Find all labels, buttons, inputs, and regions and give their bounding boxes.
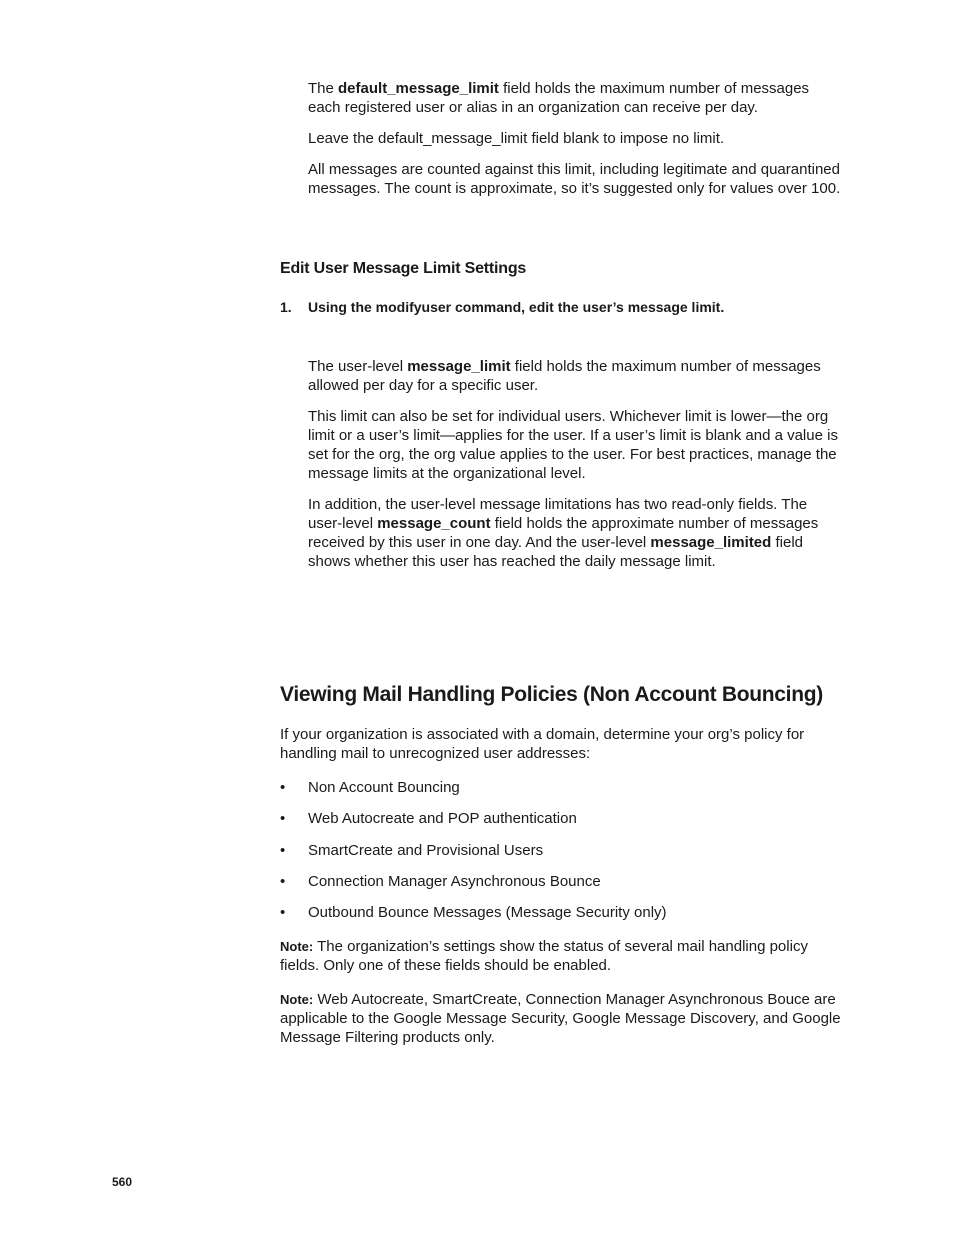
field-name-message-limited: message_limited <box>650 534 772 551</box>
text: field shows whether this user has reached the daily message limit. <box>308 534 804 570</box>
text: The <box>308 80 339 97</box>
field-name-message-limit: message_limit <box>407 358 511 375</box>
list-item <box>280 841 842 860</box>
paragraph-default-message-limit <box>308 79 843 117</box>
text: field holds the maximum number of messages each registered user or alias in an organization can receive per day. <box>308 80 810 116</box>
step-text: Using the modifyuser command, edit the user’s message limit. <box>308 299 725 315</box>
subheading-edit-user-message-limit: Edit User Message Limit Settings <box>280 260 527 277</box>
list-item-text: Web Autocreate and POP authentication <box>308 810 577 827</box>
bullet-icon: • <box>280 779 286 796</box>
note-products <box>280 990 842 1047</box>
note-label: Note: <box>280 992 314 1007</box>
step-number: 1. <box>280 299 292 315</box>
bullet-icon: • <box>280 810 286 827</box>
list-item <box>280 809 842 828</box>
bullet-icon: • <box>280 904 286 921</box>
text: In addition, the user-level message limitations has two read-only fields. The user-level <box>308 496 808 532</box>
list-item-text: Non Account Bouncing <box>308 779 460 796</box>
text: The user-level <box>308 358 408 375</box>
list-item <box>280 872 842 891</box>
field-name-default-message-limit: default_message_limit <box>338 80 499 97</box>
paragraph-counting: All messages are counted against this limit, including legitimate and quarantined messages. The count is approximate, so it’s suggested only for values over 100. <box>308 161 841 197</box>
text: field holds the maximum number of messages allowed per day for a specific user. <box>308 358 821 394</box>
note-text: The organization’s settings show the status of several mail handling policy fields. Only one of these fields should be enabled. <box>280 938 808 974</box>
note-mail-handling <box>280 937 842 975</box>
page-number: 560 <box>112 1175 133 1189</box>
step-1 <box>280 298 842 317</box>
section-heading: Viewing Mail Handling Policies (Non Account Bouncing) <box>280 683 823 706</box>
list-item <box>280 778 842 797</box>
bullet-icon: • <box>280 842 286 859</box>
paragraph-message-limit <box>308 357 843 395</box>
bullet-icon: • <box>280 873 286 890</box>
paragraph-individual-limit: This limit can also be set for individual users. Whichever limit is lower—the org limit or a user’s limit—applies for the user. If a user’s limit is blank and a value is set for the org, the org value applies to the user. For best practices, manage the message limits at the organizational level. <box>308 408 838 482</box>
text: field holds the approximate number of messages received by this user in one day. And the user-level <box>308 515 819 551</box>
note-text: Web Autocreate, SmartCreate, Connection Manager Asynchronous Bouce are applicable to the Google Message Security, Google Message Discovery, and Google Message Filtering products only. <box>280 991 841 1046</box>
field-name-message-count: message_count <box>377 515 491 532</box>
list-item-text: SmartCreate and Provisional Users <box>308 842 544 859</box>
paragraph-read-only-fields <box>308 495 843 571</box>
note-label: Note: <box>280 939 314 954</box>
list-item-text: Connection Manager Asynchronous Bounce <box>308 873 601 890</box>
intro-paragraph: If your organization is associated with a domain, determine your org’s policy for handling mail to unrecognized user addresses: <box>280 726 805 762</box>
paragraph-blank-limit: Leave the default_message_limit field blank to impose no limit. <box>308 130 725 147</box>
list-item-text: Outbound Bounce Messages (Message Security only) <box>308 904 667 921</box>
list-item <box>280 903 842 922</box>
